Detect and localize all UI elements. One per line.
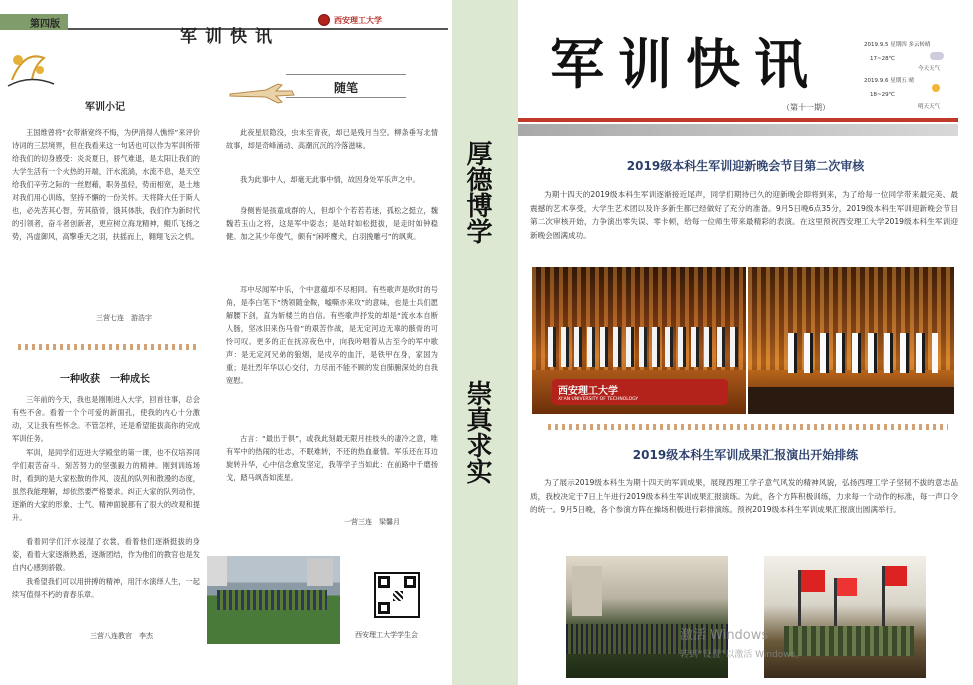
weather-tomorrow-temp: 18~29℃ [870,92,895,98]
col1-signature-1: 三营七连 游浩宇 [96,314,152,322]
spine-motto-line1: 厚德博学 [462,140,492,244]
article1-body: 为期十四天的2019级本科生军训逐渐接近尾声，同学们期待已久的迎新晚会即将到来，为了给每一位同学带来最完美、最震撼的艺术享受，大学生艺术团以及许多新生都已经做好了充分的准备。9月5日晚6点35分，2019级本科生军训迎新晚会节目第二次审核开始，力争演出零失误、零卡顿，给每一位师生带来最精彩的表演。在这里预祝西安理工大学2019级本科生军训迎新晚会圆满成功。 [530,190,958,240]
col1-signature-2: 三营八连教官 李杰 [90,632,153,640]
weather-today-label: 今天天气 [918,66,941,72]
divider-ornament-2 [548,424,948,430]
activation-watermark-subtitle: 转到“设置”以激活 Windows。 [680,650,805,660]
school-emblem-icon [318,14,330,26]
col1-heading-notes: 军训小记 [85,102,125,113]
gala-banner [552,379,728,405]
activation-watermark-title: 激活 Windows [680,628,769,643]
masthead-rule-red [518,118,958,122]
qr-caption: 西安理工大学学生会 [355,631,418,639]
edition-label: 第四版 [30,19,60,30]
article2-title: 2019级本科生军训成果汇报演出开始排练 [632,448,859,462]
col1-para-growth-4: 我希望我们可以用拼搏的精神，用汗水演绎人生，一起续写值得不朽的青春乐章。 [12,577,200,599]
col1-para-growth-2: 军训，是同学们迈进大学殿堂的第一课，也不仅培养同学们艰苦奋斗、刻苦努力的坚强毅力的精神。刚到训练场时，看到的是大家松散的作风、凌乱的队列和散漫的态度，虽然我能理解，却依然要严格要求。纠正大家的队列动作，逐渐的大家的形象、士气、精神面貌都有了很大的改观和提升。 [12,448,200,522]
col2-para-1: 此夜星辰隐没，虫未至青夜，却已是残月当空。柳条垂写北情故事，却是奇峰涌动、高潮沉沉的冷落滋味。 [226,128,438,150]
weather-tomorrow-label: 明天天气 [918,104,941,110]
spine-motto-line2: 崇真求实 [462,380,492,484]
weather-tomorrow-date: 2019.9.6 星期五 晴 [864,78,914,84]
school-logo-text: 西安理工大学 [334,15,382,25]
gala-photo-1 [532,267,746,414]
col2-signature: 一营三连 梁馨月 [344,518,400,526]
weather-today-temp: 17~28℃ [870,56,895,62]
page-one [518,0,973,685]
gala-banner-subtext: XI'AN UNIVERSITY OF TECHNOLOGY [558,397,639,402]
col1-para-notes: 王国维曾将“衣带渐宽终不悔，为伊消得人憔悴”来评价诗词的三层境界，但在我看来这一句话也可以作为军训所带给我们的切身感受：炎炎夏日，骄气难退，是太阳让我们的大学生活有一个火热的开端，汗水流淌，水流不息，是天空给我们辛劳之际的一丝慰藉，职务虽轻，势而相宽，是土地对我们用心训练，坚持不懈的一份关怀。天将降大任于斯人也，必先苦其心智，劳其筋骨，饿其体肤，我们作为新时代的引领者，奋斗者创新者，更应树立海龙精神，鲲爪飞扬之势，冯虚御风，高擎垂天之羽，扶摇而上，翱翔飞云之机。 [12,128,200,241]
masthead-issue: （第十一期） [782,103,830,112]
weather-sun-icon [932,84,940,92]
qr-code[interactable] [374,572,420,618]
gala-banner-text: 西安理工大学 [558,386,618,397]
col2-heading: 随笔 [333,81,358,95]
divider-ornament [18,344,198,350]
article1-title: 2019级本科生军训迎新晚会节目第二次审核 [626,159,865,173]
gala-photo-2 [748,267,954,414]
col2-para-5: 古言：“最出于俱”，或我此刻最无限月挂枝头的凄冷之意，唯有军中的热闹的壮志，不眠难转，不还的热血豪情。军乐还在耳边旋转升华，心中信念愈发坚定，我等学子当如此：在前路中千磨扬戈，踏马飒沓如流星。 [226,434,438,482]
page-four [0,0,452,685]
col2-para-2: 我为此事中人，却毫无此事中情，故因身处军乐声之中。 [240,175,420,184]
col1-para-growth-1: 三年前的今天，我也是刚刚进入大学，回首往事，总会有些不舍。看着一个个可爱的新面孔，使我的内心十分激动，又让我有些怀念。不管怎样，还是希望能拔高你的完成军训任务。 [12,395,200,443]
weather-box [864,40,964,112]
flower-ornament [4,40,62,90]
school-logo [318,12,428,28]
col1-para-growth-3: 看着同学们汗水浸湿了衣裳，看着他们逐渐挺拔的身姿，看着大家逐渐熟悉，逐渐团结，作为他们的教官也是发自内心感到骄傲。 [12,537,200,572]
training-ground-photo [207,556,340,644]
weather-cloud-icon [930,52,944,60]
article2-body: 为了展示2019级本科生为期十四天的军训成果，展现西理工学子意气风发的精神风貌，弘扬西理工学子坚韧不拔的意志品质，我校决定于7日上午进行2019级本科生军训成果汇报演练。为此，各个方阵积极训练，力求每一个动作的标准，每一声口令的统一。9月5日晚，各个参演方阵在操场积极进行彩排演练。预祝2019级本科生军训成果汇报演出圆满举行。 [530,478,958,514]
spine-band [452,0,518,685]
page-header-title: 军训快讯 [180,27,280,47]
col2-para-3: 身侧皆是孩童成群的人，但却个个若若若迷，孤松之挺立，魏魏若玉山之将，这是军中姿态；是站时如松挺拔，是走时如钟稳健。加之其少年俊气，颇有“闲呼鹰犬，白羽挽雕弓”的飒爽。 [226,206,438,241]
col1-heading-growth: 一种收获 一种成长 [60,374,150,385]
weather-today-date: 2019.9.5 星期四 多云转晴 [864,42,931,48]
col2-para-4: 耳中尽闻军中乐，个中意蕴却不尽相同。有些歌声是吹时的号角，是李白笔下“绣领随金鞍，嘘嘶亦来攻”的意味，也是士兵们愿解腰下剑，直为斩楼兰的自信。有些歌声抒发的却是“流水本自断人肠，坚冰旧来伤马骨”的艰苦作战，是无定河边无辜的骸骨的可怜可叹。更多的正在抚凉夜色中，向我吟唱着从古至今的军中歌声：是无定河兄弟的狼烟，是戍卒的血汗，是铁甲在身，家国为重；是壮烈年华以心交付，力尽而不能不顾的发自肺腑深处的自我宽慰。 [226,285,438,385]
masthead-rule-grey [518,124,958,136]
masthead-title: 军训快讯 [550,32,822,96]
